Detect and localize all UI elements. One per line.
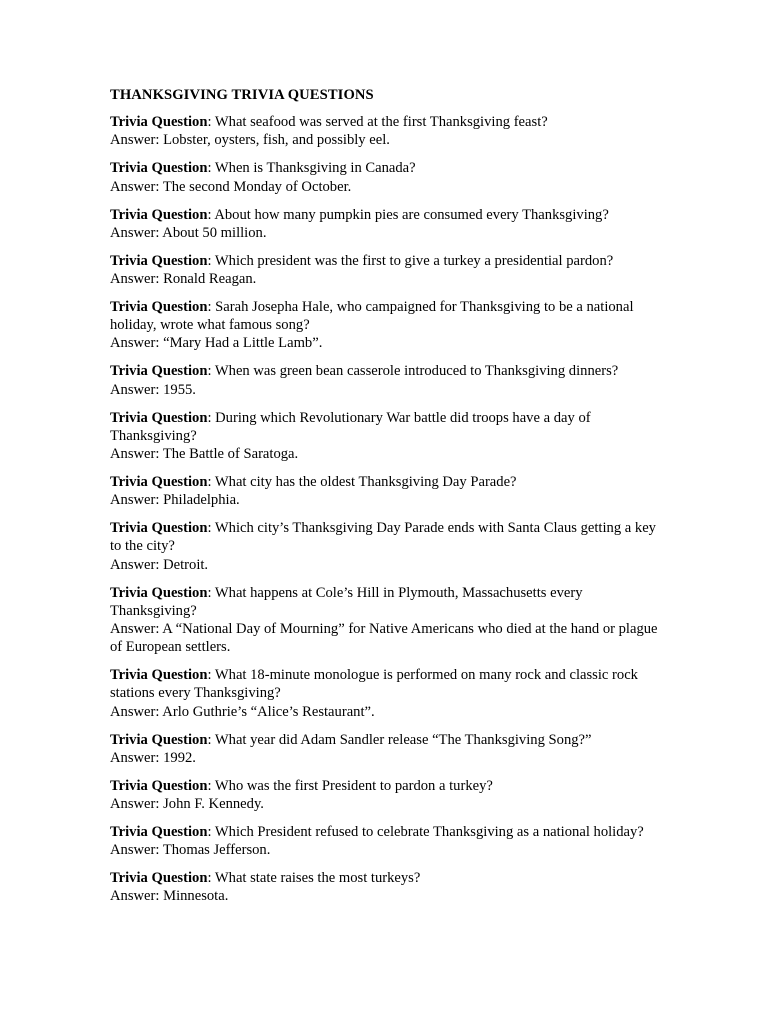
- question-line: [110, 777, 670, 795]
- question-text: : When was green bean casserole introduced to Thanksgiving dinners?: [207, 363, 619, 380]
- question-label: Trivia Question: [110, 363, 208, 380]
- question-line: [110, 252, 670, 270]
- answer-text: Answer: John F. Kennedy.: [110, 796, 264, 813]
- qa-item: [110, 252, 670, 288]
- question-label: Trivia Question: [110, 520, 208, 537]
- question-label: Trivia Question: [110, 474, 208, 491]
- question-line: [110, 584, 670, 620]
- answer-text: Answer: The Battle of Saratoga.: [110, 446, 299, 463]
- question-line: [110, 409, 670, 445]
- question-label: Trivia Question: [110, 206, 208, 223]
- qa-item: [110, 519, 670, 574]
- question-text: : What year did Adam Sandler release “The Thanksgiving Song?”: [207, 731, 592, 748]
- question-text: : Who was the first President to pardon a turkey?: [207, 777, 493, 794]
- question-text: : What seafood was served at the first Thanksgiving feast?: [207, 114, 548, 131]
- qa-item: [110, 298, 670, 353]
- qa-item: [110, 409, 670, 464]
- question-label: Trivia Question: [110, 667, 208, 684]
- question-label: Trivia Question: [110, 160, 208, 177]
- answer-text: Answer: 1992.: [110, 749, 196, 766]
- question-text: : What happens at Cole’s Hill in Plymouth, Massachusetts every Thanksgiving?: [110, 584, 583, 619]
- question-label: Trivia Question: [110, 299, 208, 316]
- question-text: : Which city’s Thanksgiving Day Parade ends with Santa Claus getting a key to the city?: [110, 520, 656, 555]
- question-text: : During which Revolutionary War battle did troops have a day of Thanksgiving?: [110, 409, 591, 444]
- question-text: : What city has the oldest Thanksgiving Day Parade?: [207, 474, 517, 491]
- question-text: : About how many pumpkin pies are consumed every Thanksgiving?: [207, 206, 609, 223]
- question-label: Trivia Question: [110, 584, 208, 601]
- qa-item: [110, 473, 670, 509]
- answer-text: Answer: Arlo Guthrie’s “Alice’s Restaurant”.: [110, 703, 375, 720]
- question-text: : What 18-minute monologue is performed on many rock and classic rock stations every Thanksgiving?: [110, 667, 638, 702]
- question-line: [110, 206, 670, 224]
- question-line: [110, 159, 670, 177]
- answer-text: Answer: Lobster, oysters, fish, and possibly eel.: [110, 132, 390, 149]
- document-page: [110, 86, 670, 915]
- question-line: [110, 473, 670, 491]
- answer-text: Answer: Detroit.: [110, 556, 209, 573]
- question-label: Trivia Question: [110, 870, 208, 887]
- qa-item: [110, 584, 670, 657]
- qa-item: [110, 869, 670, 905]
- qa-item: [110, 777, 670, 813]
- question-text: : What state raises the most turkeys?: [207, 870, 421, 887]
- question-line: [110, 362, 670, 380]
- qa-item: [110, 731, 670, 767]
- question-line: [110, 298, 670, 334]
- answer-text: Answer: Philadelphia.: [110, 492, 240, 509]
- question-line: [110, 869, 670, 887]
- question-label: Trivia Question: [110, 114, 208, 131]
- question-label: Trivia Question: [110, 731, 208, 748]
- question-label: Trivia Question: [110, 777, 208, 794]
- qa-item: [110, 666, 670, 721]
- answer-text: Answer: Ronald Reagan.: [110, 271, 257, 288]
- question-label: Trivia Question: [110, 409, 208, 426]
- question-line: [110, 731, 670, 749]
- question-line: [110, 823, 670, 841]
- question-label: Trivia Question: [110, 252, 208, 269]
- document-title: THANKSGIVING TRIVIA QUESTIONS: [110, 87, 374, 103]
- qa-item: [110, 113, 670, 149]
- answer-text: Answer: Thomas Jefferson.: [110, 842, 271, 859]
- qa-item: [110, 823, 670, 859]
- qa-item: [110, 159, 670, 195]
- answer-text: Answer: The second Monday of October.: [110, 178, 352, 195]
- question-text: : Which president was the first to give a turkey a presidential pardon?: [207, 252, 614, 269]
- question-label: Trivia Question: [110, 824, 208, 841]
- answer-text: Answer: 1955.: [110, 381, 196, 398]
- question-line: [110, 666, 670, 702]
- question-text: : Sarah Josepha Hale, who campaigned for Thanksgiving to be a national holiday, wrote what famous song?: [110, 299, 634, 334]
- answer-text: Answer: A “National Day of Mourning” for Native Americans who died at the hand or plague of European settlers.: [110, 621, 658, 656]
- question-text: : Which President refused to celebrate Thanksgiving as a national holiday?: [207, 824, 644, 841]
- qa-item: [110, 206, 670, 242]
- question-line: [110, 519, 670, 555]
- answer-text: Answer: “Mary Had a Little Lamb”.: [110, 335, 323, 352]
- answer-text: Answer: About 50 million.: [110, 224, 267, 241]
- question-text: : When is Thanksgiving in Canada?: [207, 160, 416, 177]
- question-line: [110, 113, 670, 131]
- qa-item: [110, 362, 670, 398]
- answer-text: Answer: Minnesota.: [110, 888, 229, 905]
